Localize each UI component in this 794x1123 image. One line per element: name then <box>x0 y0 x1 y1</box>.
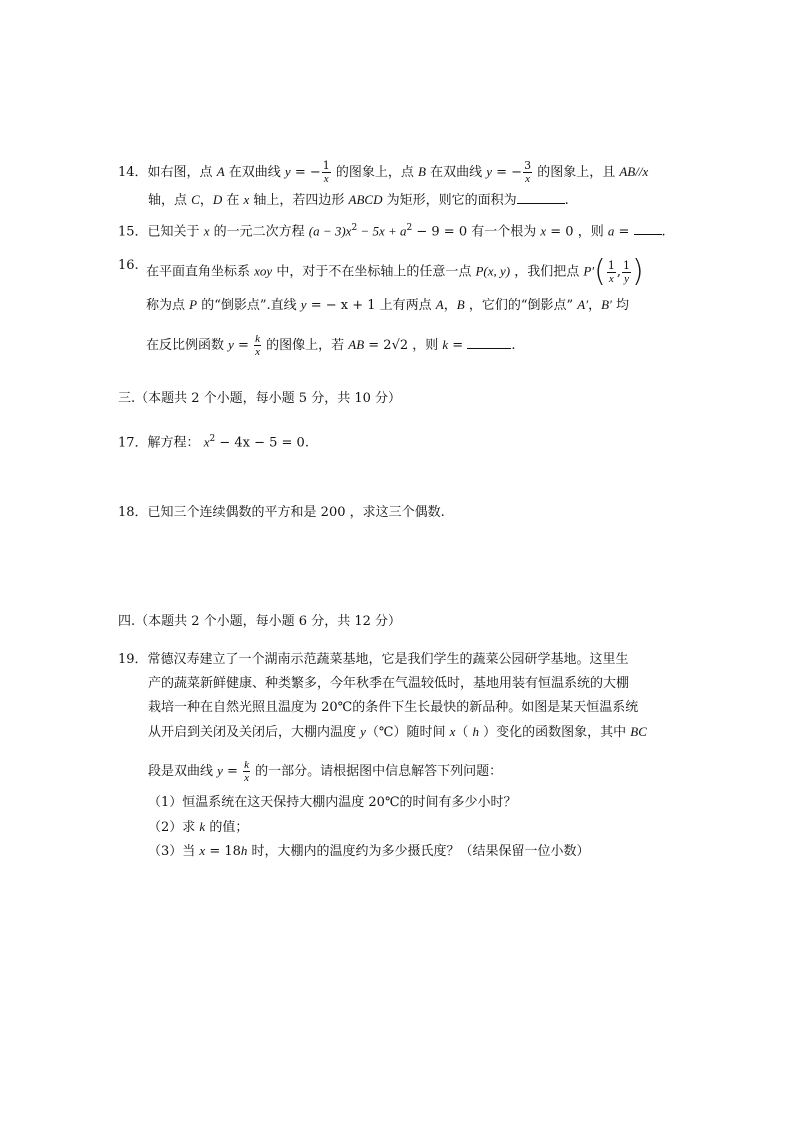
answer-blank <box>634 222 662 235</box>
q19-sub2: （2）求 k 的值； <box>148 819 249 835</box>
q14-line2: 轴，点 C，D 在 x 轴上，若四边形 ABCD 为矩形，则它的面积为 . <box>148 192 569 208</box>
fraction: $\frac{1}{y}$ <box>623 258 631 285</box>
fraction: $\frac{1}{x}$ <box>322 159 330 185</box>
q15-line: 15．已知关于 x 的一元二次方程 $(a - 3)x^2 - 5x + a^2 - 9 = 0$ 有一个根为 x = 0 ，则 a = . <box>118 223 666 240</box>
q19-line1: 19．常德汉寿建立了一个湖南示范蔬菜基地，它是我们学生的蔬菜公园研学基地。这里生 <box>118 652 629 667</box>
q19-line2: 产的蔬菜新鲜健康、种类繁多，今年秋季在气温较低时，基地用装有恒温系统的大棚 <box>148 676 630 691</box>
q15-number: 15． <box>118 224 148 240</box>
q16-line2: 称为点 P 的“倒影点”.直线 y = − x + 1 上有两点 A，B ，它们的“倒影点” A′，B′ 均 <box>146 297 630 313</box>
q19-sub1: （1）恒温系统在这天保持大棚内温度 20℃的时间有多少小时？ <box>148 795 517 810</box>
fraction: $\frac{3}{x}$ <box>524 159 532 185</box>
fraction: $\frac{k}{x}$ <box>255 333 260 358</box>
q19-line5: 段是双曲线 y = $\frac{k}{x}$ 的一部分。请根据图中信息解答下列问题： <box>148 759 503 784</box>
q18-number: 18． <box>118 505 148 520</box>
q18-line: 18．已知三个连续偶数的平方和是 200 ，求这三个偶数. <box>118 505 445 520</box>
q16-number: 16. <box>118 258 139 273</box>
section-3-heading: 三.（本题共 2 个小题，每小题 5 分，共 10 分） <box>118 391 402 406</box>
q19-number: 19． <box>118 652 148 667</box>
answer-blank <box>517 191 565 204</box>
q19-line3: 栽培一种在自然光照且温度为 20℃的条件下生长最快的新品种。如图是某天恒温系统 <box>148 700 639 715</box>
q14-number: 14． <box>118 165 148 180</box>
q16-line3: 在反比例函数 y = $\frac{k}{x}$ 的图像上，若 AB = 2√2 ，则 k = . <box>146 333 516 358</box>
q14-line1: 14．如右图，点 A 在双曲线 y = − $\frac{1}{x}$ 的图象上，点 B 在双曲线 y = − $\frac{3}{x}$ 的图象上，且 AB//x <box>118 159 649 185</box>
q19-line4: 从开启到关闭及关闭后，大棚内温度 y（℃）随时间 x（ h ）变化的函数图象，其中 BC <box>148 724 647 740</box>
section-4-heading: 四.（本题共 2 个小题，每小题 6 分，共 12 分） <box>118 614 402 629</box>
q16-line1: 16. 在平面直角坐标系 xoy 中，对于不在坐标轴上的任意一点 P(x, y) ，我们把点 P′( $\frac{1}{x}$ , $\frac{1}{y}$ ) <box>118 254 644 289</box>
q17-line: 17．解方程： $x^2 - 4x - 5 = 0$. <box>118 434 309 451</box>
q19-sub3: （3）当 x = 18h 时，大棚内的温度约为多少摄氏度？（结果保留一位小数） <box>148 843 590 859</box>
answer-blank <box>467 336 511 349</box>
fraction: $\frac{k}{x}$ <box>244 759 249 784</box>
fraction: $\frac{1}{x}$ <box>607 258 615 285</box>
q17-number: 17． <box>118 435 148 451</box>
